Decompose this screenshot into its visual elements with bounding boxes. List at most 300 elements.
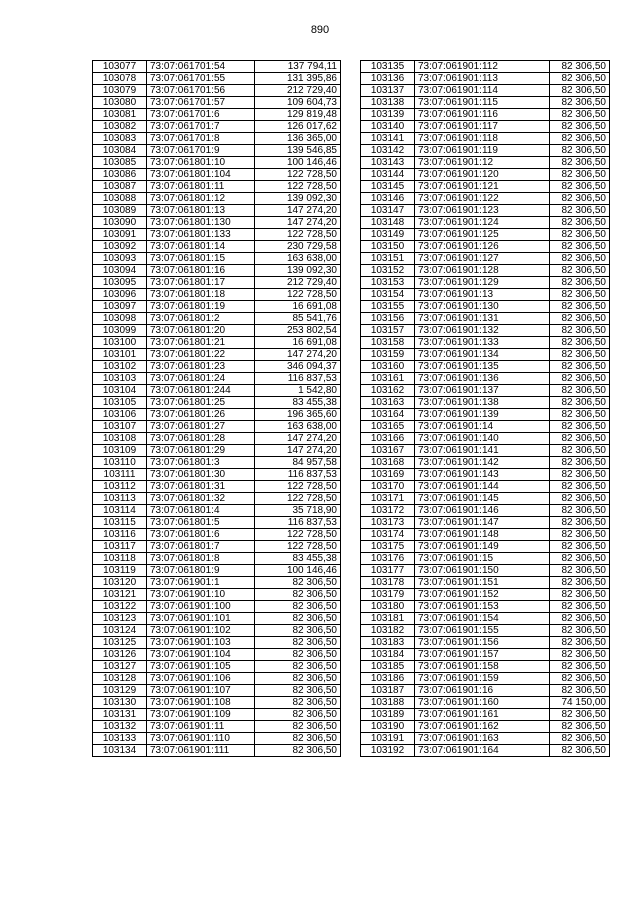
cadastral-number-cell: 73:07:061901:133 xyxy=(415,337,550,349)
record-number-cell: 103188 xyxy=(361,697,415,709)
record-number-cell: 103088 xyxy=(93,193,147,205)
table-row xyxy=(361,649,610,661)
record-number-cell: 103156 xyxy=(361,313,415,325)
cadastral-number-cell: 73:07:061801:104 xyxy=(147,169,255,181)
table-row xyxy=(361,133,610,145)
table-row xyxy=(93,277,341,289)
table-row xyxy=(93,121,341,133)
table-row xyxy=(93,661,341,673)
record-number-cell: 103077 xyxy=(93,61,147,73)
table-row xyxy=(361,397,610,409)
record-number-cell: 103125 xyxy=(93,637,147,649)
amount-cell: 230 729,58 xyxy=(255,241,341,253)
record-number-cell: 103148 xyxy=(361,217,415,229)
cadastral-number-cell: 73:07:061901:120 xyxy=(415,169,550,181)
record-number-cell: 103089 xyxy=(93,205,147,217)
record-number-cell: 103101 xyxy=(93,349,147,361)
record-number-cell: 103097 xyxy=(93,301,147,313)
amount-cell: 82 306,50 xyxy=(255,697,341,709)
amount-cell: 82 306,50 xyxy=(550,541,610,553)
record-number-cell: 103149 xyxy=(361,229,415,241)
cadastral-number-cell: 73:07:061901:141 xyxy=(415,445,550,457)
cadastral-number-cell: 73:07:061701:57 xyxy=(147,97,255,109)
record-number-cell: 103085 xyxy=(93,157,147,169)
amount-cell: 122 728,50 xyxy=(255,169,341,181)
table-row xyxy=(361,349,610,361)
amount-cell: 82 306,50 xyxy=(550,397,610,409)
table-row xyxy=(361,241,610,253)
cadastral-number-cell: 73:07:061901:152 xyxy=(415,589,550,601)
table-row xyxy=(361,577,610,589)
amount-cell: 82 306,50 xyxy=(550,517,610,529)
cadastral-number-cell: 73:07:061701:55 xyxy=(147,73,255,85)
table-row xyxy=(93,61,341,73)
record-number-cell: 103096 xyxy=(93,289,147,301)
table-row xyxy=(361,337,610,349)
amount-cell: 82 306,50 xyxy=(550,421,610,433)
amount-cell: 82 306,50 xyxy=(550,733,610,745)
table-row xyxy=(361,697,610,709)
amount-cell: 82 306,50 xyxy=(550,73,610,85)
cadastral-number-cell: 73:07:061901:146 xyxy=(415,505,550,517)
amount-cell: 82 306,50 xyxy=(255,649,341,661)
cadastral-number-cell: 73:07:061901:139 xyxy=(415,409,550,421)
record-number-cell: 103078 xyxy=(93,73,147,85)
record-number-cell: 103106 xyxy=(93,409,147,421)
cadastral-number-cell: 73:07:061801:26 xyxy=(147,409,255,421)
amount-cell: 82 306,50 xyxy=(550,109,610,121)
table-row xyxy=(93,217,341,229)
record-number-cell: 103091 xyxy=(93,229,147,241)
table-row xyxy=(93,325,341,337)
table-row xyxy=(93,409,341,421)
record-number-cell: 103159 xyxy=(361,349,415,361)
amount-cell: 82 306,50 xyxy=(550,289,610,301)
amount-cell: 83 455,38 xyxy=(255,397,341,409)
amount-cell: 82 306,50 xyxy=(550,157,610,169)
amount-cell: 82 306,50 xyxy=(550,181,610,193)
cadastral-number-cell: 73:07:061901:144 xyxy=(415,481,550,493)
table-row xyxy=(361,109,610,121)
record-number-cell: 103180 xyxy=(361,601,415,613)
amount-cell: 82 306,50 xyxy=(255,589,341,601)
cadastral-number-cell: 73:07:061901:110 xyxy=(147,733,255,745)
record-number-cell: 103092 xyxy=(93,241,147,253)
record-number-cell: 103102 xyxy=(93,361,147,373)
amount-cell: 82 306,50 xyxy=(550,685,610,697)
table-row xyxy=(361,505,610,517)
amount-cell: 147 274,20 xyxy=(255,445,341,457)
table-row xyxy=(361,313,610,325)
record-number-cell: 103168 xyxy=(361,457,415,469)
record-number-cell: 103107 xyxy=(93,421,147,433)
record-number-cell: 103185 xyxy=(361,661,415,673)
table-row xyxy=(93,649,341,661)
amount-cell: 74 150,00 xyxy=(550,697,610,709)
amount-cell: 82 306,50 xyxy=(550,229,610,241)
cadastral-number-cell: 73:07:061901:145 xyxy=(415,493,550,505)
cadastral-number-cell: 73:07:061801:30 xyxy=(147,469,255,481)
amount-cell: 139 092,30 xyxy=(255,265,341,277)
cadastral-number-cell: 73:07:061901:119 xyxy=(415,145,550,157)
amount-cell: 122 728,50 xyxy=(255,541,341,553)
cadastral-number-cell: 73:07:061901:155 xyxy=(415,625,550,637)
cadastral-number-cell: 73:07:061901:127 xyxy=(415,253,550,265)
amount-cell: 122 728,50 xyxy=(255,493,341,505)
cadastral-number-cell: 73:07:061901:115 xyxy=(415,97,550,109)
table-row xyxy=(361,493,610,505)
amount-cell: 136 365,00 xyxy=(255,133,341,145)
amount-cell: 82 306,50 xyxy=(550,493,610,505)
record-number-cell: 103128 xyxy=(93,673,147,685)
record-number-cell: 103165 xyxy=(361,421,415,433)
cadastral-number-cell: 73:07:061901:140 xyxy=(415,433,550,445)
table-row xyxy=(361,61,610,73)
amount-cell: 82 306,50 xyxy=(550,529,610,541)
table-row xyxy=(361,733,610,745)
amount-cell: 82 306,50 xyxy=(255,685,341,697)
table-row xyxy=(93,481,341,493)
table-row xyxy=(361,553,610,565)
table-row xyxy=(93,685,341,697)
table-row xyxy=(361,445,610,457)
table-row xyxy=(361,217,610,229)
record-number-cell: 103094 xyxy=(93,265,147,277)
amount-cell: 82 306,50 xyxy=(550,433,610,445)
cadastral-number-cell: 73:07:061901:157 xyxy=(415,649,550,661)
cadastral-number-cell: 73:07:061901:114 xyxy=(415,85,550,97)
table-row xyxy=(361,589,610,601)
cadastral-number-cell: 73:07:061901:142 xyxy=(415,457,550,469)
cadastral-number-cell: 73:07:061901:106 xyxy=(147,673,255,685)
record-number-cell: 103157 xyxy=(361,325,415,337)
amount-cell: 147 274,20 xyxy=(255,433,341,445)
table-row xyxy=(361,85,610,97)
cadastral-number-cell: 73:07:061901:116 xyxy=(415,109,550,121)
table-row xyxy=(93,637,341,649)
record-number-cell: 103192 xyxy=(361,745,415,757)
record-number-cell: 103123 xyxy=(93,613,147,625)
amount-cell: 35 718,90 xyxy=(255,505,341,517)
record-number-cell: 103105 xyxy=(93,397,147,409)
table-row xyxy=(361,685,610,697)
amount-cell: 82 306,50 xyxy=(550,205,610,217)
cadastral-number-cell: 73:07:061901:100 xyxy=(147,601,255,613)
table-row xyxy=(361,253,610,265)
record-number-cell: 103150 xyxy=(361,241,415,253)
amount-cell: 82 306,50 xyxy=(550,409,610,421)
cadastral-number-cell: 73:07:061801:15 xyxy=(147,253,255,265)
amount-cell: 82 306,50 xyxy=(550,85,610,97)
record-number-cell: 103093 xyxy=(93,253,147,265)
amount-cell: 82 306,50 xyxy=(550,565,610,577)
amount-cell: 116 837,53 xyxy=(255,373,341,385)
record-number-cell: 103170 xyxy=(361,481,415,493)
table-row xyxy=(93,505,341,517)
record-number-cell: 103126 xyxy=(93,649,147,661)
record-number-cell: 103182 xyxy=(361,625,415,637)
cadastral-number-cell: 73:07:061901:101 xyxy=(147,613,255,625)
amount-cell: 129 819,48 xyxy=(255,109,341,121)
cadastral-number-cell: 73:07:061801:23 xyxy=(147,361,255,373)
cadastral-number-cell: 73:07:061901:108 xyxy=(147,697,255,709)
table-row xyxy=(361,541,610,553)
cadastral-number-cell: 73:07:061901:151 xyxy=(415,577,550,589)
cadastral-number-cell: 73:07:061901:156 xyxy=(415,637,550,649)
amount-cell: 82 306,50 xyxy=(550,505,610,517)
amount-cell: 196 365,60 xyxy=(255,409,341,421)
record-number-cell: 103179 xyxy=(361,589,415,601)
table-row xyxy=(93,265,341,277)
table-row xyxy=(93,205,341,217)
table-row xyxy=(93,625,341,637)
cadastral-number-cell: 73:07:061801:18 xyxy=(147,289,255,301)
table-row xyxy=(93,193,341,205)
cadastral-number-cell: 73:07:061801:20 xyxy=(147,325,255,337)
cadastral-number-cell: 73:07:061901:136 xyxy=(415,373,550,385)
record-number-cell: 103145 xyxy=(361,181,415,193)
record-number-cell: 103084 xyxy=(93,145,147,157)
record-number-cell: 103161 xyxy=(361,373,415,385)
cadastral-number-cell: 73:07:061901:138 xyxy=(415,397,550,409)
table-row xyxy=(361,229,610,241)
amount-cell: 147 274,20 xyxy=(255,205,341,217)
amount-cell: 82 306,50 xyxy=(255,577,341,589)
amount-cell: 82 306,50 xyxy=(550,121,610,133)
record-number-cell: 103191 xyxy=(361,733,415,745)
table-row xyxy=(93,349,341,361)
cadastral-number-cell: 73:07:061801:25 xyxy=(147,397,255,409)
cadastral-number-cell: 73:07:061901:109 xyxy=(147,709,255,721)
table-row xyxy=(361,265,610,277)
amount-cell: 82 306,50 xyxy=(550,721,610,733)
table-row xyxy=(361,433,610,445)
cadastral-number-cell: 73:07:061801:13 xyxy=(147,205,255,217)
record-number-cell: 103184 xyxy=(361,649,415,661)
cadastral-number-cell: 73:07:061901:111 xyxy=(147,745,255,757)
record-number-cell: 103171 xyxy=(361,493,415,505)
amount-cell: 82 306,50 xyxy=(550,133,610,145)
cadastral-number-cell: 73:07:061801:7 xyxy=(147,541,255,553)
cadastral-number-cell: 73:07:061901:11 xyxy=(147,721,255,733)
record-number-cell: 103147 xyxy=(361,205,415,217)
cadastral-number-cell: 73:07:061701:56 xyxy=(147,85,255,97)
table-row xyxy=(93,145,341,157)
table-row xyxy=(361,361,610,373)
amount-cell: 82 306,50 xyxy=(550,637,610,649)
cadastral-number-cell: 73:07:061901:148 xyxy=(415,529,550,541)
amount-cell: 163 638,00 xyxy=(255,253,341,265)
cadastral-number-cell: 73:07:061801:21 xyxy=(147,337,255,349)
amount-cell: 82 306,50 xyxy=(255,637,341,649)
table-row xyxy=(93,589,341,601)
record-number-cell: 103167 xyxy=(361,445,415,457)
page-number: 890 xyxy=(310,24,330,36)
record-number-cell: 103154 xyxy=(361,289,415,301)
record-number-cell: 103109 xyxy=(93,445,147,457)
record-number-cell: 103082 xyxy=(93,121,147,133)
record-number-cell: 103120 xyxy=(93,577,147,589)
cadastral-number-cell: 73:07:061901:135 xyxy=(415,361,550,373)
cadastral-number-cell: 73:07:061701:7 xyxy=(147,121,255,133)
record-number-cell: 103162 xyxy=(361,385,415,397)
table-row xyxy=(93,289,341,301)
table-row xyxy=(93,721,341,733)
table-row xyxy=(361,709,610,721)
record-number-cell: 103099 xyxy=(93,325,147,337)
record-number-cell: 103142 xyxy=(361,145,415,157)
record-number-cell: 103122 xyxy=(93,601,147,613)
cadastral-number-cell: 73:07:061901:121 xyxy=(415,181,550,193)
cadastral-number-cell: 73:07:061901:134 xyxy=(415,349,550,361)
record-number-cell: 103153 xyxy=(361,277,415,289)
amount-cell: 82 306,50 xyxy=(550,553,610,565)
record-number-cell: 103169 xyxy=(361,469,415,481)
table-row xyxy=(361,301,610,313)
table-row xyxy=(361,121,610,133)
amount-cell: 82 306,50 xyxy=(550,589,610,601)
record-number-cell: 103158 xyxy=(361,337,415,349)
table-row xyxy=(93,529,341,541)
record-number-cell: 103090 xyxy=(93,217,147,229)
record-number-cell: 103143 xyxy=(361,157,415,169)
cadastral-number-cell: 73:07:061901:150 xyxy=(415,565,550,577)
cadastral-number-cell: 73:07:061801:133 xyxy=(147,229,255,241)
amount-cell: 82 306,50 xyxy=(550,325,610,337)
record-number-cell: 103173 xyxy=(361,517,415,529)
cadastral-number-cell: 73:07:061901:16 xyxy=(415,685,550,697)
cadastral-number-cell: 73:07:061801:29 xyxy=(147,445,255,457)
amount-cell: 82 306,50 xyxy=(550,61,610,73)
table-row xyxy=(361,145,610,157)
amount-cell: 82 306,50 xyxy=(550,577,610,589)
table-row xyxy=(93,433,341,445)
amount-cell: 82 306,50 xyxy=(550,601,610,613)
record-number-cell: 103140 xyxy=(361,121,415,133)
table-row xyxy=(93,313,341,325)
table-row xyxy=(361,193,610,205)
amount-cell: 82 306,50 xyxy=(550,253,610,265)
cadastral-number-cell: 73:07:061801:28 xyxy=(147,433,255,445)
record-number-cell: 103174 xyxy=(361,529,415,541)
table-row xyxy=(93,397,341,409)
amount-cell: 82 306,50 xyxy=(550,661,610,673)
amount-cell: 116 837,53 xyxy=(255,517,341,529)
amount-cell: 82 306,50 xyxy=(550,709,610,721)
table-row xyxy=(361,529,610,541)
cadastral-number-cell: 73:07:061901:163 xyxy=(415,733,550,745)
cadastral-number-cell: 73:07:061901:104 xyxy=(147,649,255,661)
record-number-cell: 103187 xyxy=(361,685,415,697)
table-row xyxy=(93,97,341,109)
table-row xyxy=(93,673,341,685)
table-row xyxy=(361,457,610,469)
amount-cell: 85 541,76 xyxy=(255,313,341,325)
amount-cell: 82 306,50 xyxy=(550,445,610,457)
amount-cell: 82 306,50 xyxy=(550,469,610,481)
table-row xyxy=(361,745,610,757)
amount-cell: 16 691,08 xyxy=(255,337,341,349)
record-number-cell: 103118 xyxy=(93,553,147,565)
table-row xyxy=(361,601,610,613)
table-row xyxy=(93,157,341,169)
amount-cell: 100 146,46 xyxy=(255,157,341,169)
record-number-cell: 103081 xyxy=(93,109,147,121)
record-number-cell: 103177 xyxy=(361,565,415,577)
record-number-cell: 103138 xyxy=(361,97,415,109)
record-number-cell: 103151 xyxy=(361,253,415,265)
amount-cell: 82 306,50 xyxy=(550,349,610,361)
amount-cell: 137 794,11 xyxy=(255,61,341,73)
cadastral-number-cell: 73:07:061901:143 xyxy=(415,469,550,481)
amount-cell: 122 728,50 xyxy=(255,181,341,193)
amount-cell: 122 728,50 xyxy=(255,481,341,493)
right-data-table xyxy=(360,60,610,757)
table-row xyxy=(361,73,610,85)
cadastral-number-cell: 73:07:061901:113 xyxy=(415,73,550,85)
amount-cell: 82 306,50 xyxy=(550,145,610,157)
amount-cell: 82 306,50 xyxy=(550,745,610,757)
cadastral-number-cell: 73:07:061901:147 xyxy=(415,517,550,529)
table-row xyxy=(93,421,341,433)
record-number-cell: 103186 xyxy=(361,673,415,685)
amount-cell: 139 546,85 xyxy=(255,145,341,157)
cadastral-number-cell: 73:07:061901:164 xyxy=(415,745,550,757)
amount-cell: 82 306,50 xyxy=(550,481,610,493)
amount-cell: 82 306,50 xyxy=(255,625,341,637)
cadastral-number-cell: 73:07:061801:22 xyxy=(147,349,255,361)
table-row xyxy=(361,469,610,481)
record-number-cell: 103114 xyxy=(93,505,147,517)
amount-cell: 109 604,73 xyxy=(255,97,341,109)
cadastral-number-cell: 73:07:061901:123 xyxy=(415,205,550,217)
amount-cell: 1 542,80 xyxy=(255,385,341,397)
record-number-cell: 103116 xyxy=(93,529,147,541)
table-row xyxy=(93,541,341,553)
table-row xyxy=(93,385,341,397)
amount-cell: 82 306,50 xyxy=(255,613,341,625)
cadastral-number-cell: 73:07:061901:128 xyxy=(415,265,550,277)
amount-cell: 83 455,38 xyxy=(255,553,341,565)
cadastral-number-cell: 73:07:061801:6 xyxy=(147,529,255,541)
table-row xyxy=(361,637,610,649)
table-row xyxy=(361,289,610,301)
table-row xyxy=(361,661,610,673)
record-number-cell: 103110 xyxy=(93,457,147,469)
cadastral-number-cell: 73:07:061801:19 xyxy=(147,301,255,313)
record-number-cell: 103080 xyxy=(93,97,147,109)
record-number-cell: 103108 xyxy=(93,433,147,445)
table-row xyxy=(93,85,341,97)
amount-cell: 82 306,50 xyxy=(255,709,341,721)
table-row xyxy=(361,565,610,577)
record-number-cell: 103121 xyxy=(93,589,147,601)
cadastral-number-cell: 73:07:061801:244 xyxy=(147,385,255,397)
amount-cell: 253 802,54 xyxy=(255,325,341,337)
table-row xyxy=(361,97,610,109)
record-number-cell: 103175 xyxy=(361,541,415,553)
record-number-cell: 103124 xyxy=(93,625,147,637)
cadastral-number-cell: 73:07:061901:10 xyxy=(147,589,255,601)
table-row xyxy=(93,373,341,385)
record-number-cell: 103087 xyxy=(93,181,147,193)
cadastral-number-cell: 73:07:061901:158 xyxy=(415,661,550,673)
amount-cell: 212 729,40 xyxy=(255,277,341,289)
table-row xyxy=(361,157,610,169)
record-number-cell: 103166 xyxy=(361,433,415,445)
amount-cell: 147 274,20 xyxy=(255,349,341,361)
table-row xyxy=(93,745,341,757)
